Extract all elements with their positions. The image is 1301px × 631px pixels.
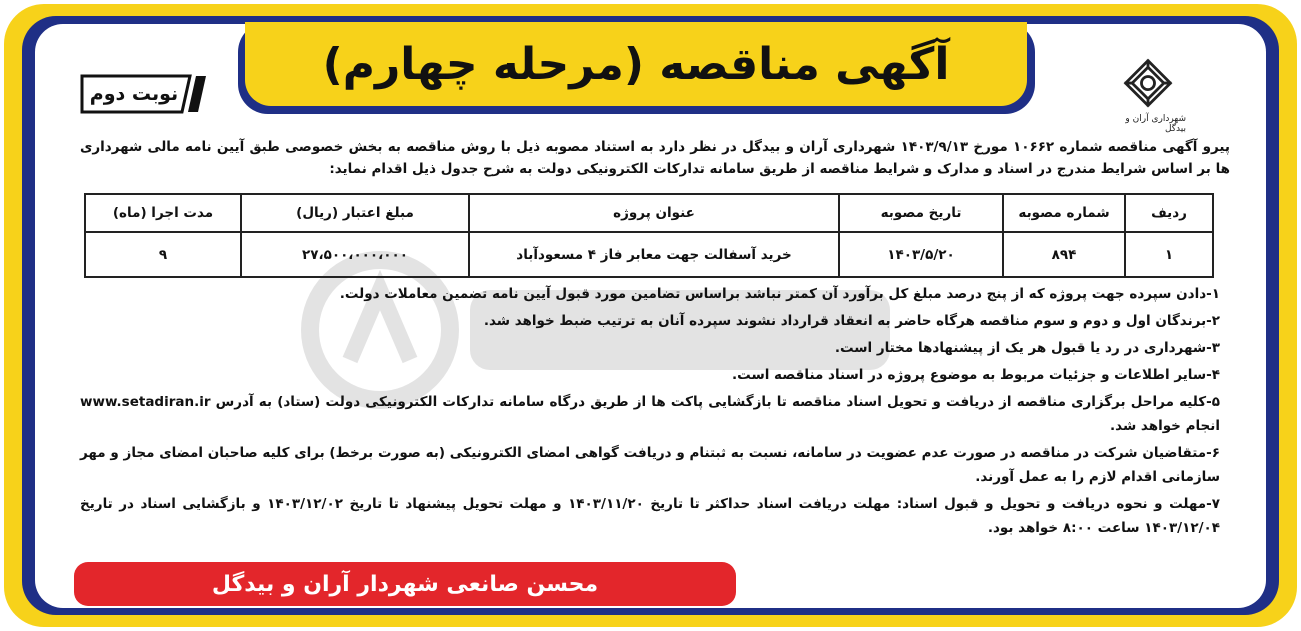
cell-duration: ۹ <box>85 232 241 277</box>
page-title: آگهی مناقصه (مرحله چهارم) <box>322 38 950 90</box>
header-row-number: ردیف <box>1125 194 1213 232</box>
condition-item: ۱-دادن سپرده جهت پروژه که از پنج درصد مبلغ کل برآورد آن کمتر نباشد براساس تضامین مورد قبول آیین نامه تضمین معاملات دولت. <box>339 286 1220 302</box>
header-project-title: عنوان پروژه <box>469 194 839 232</box>
conditions-list <box>80 282 1220 543</box>
condition-item: ۷-مهلت و نحوه دریافت و تحویل و قبول اسناد: مهلت دریافت اسناد حداکثر تا تاریخ ۱۴۰۳/۱۱/۲۰ و مهلت تحویل پیشنهاد تا تاریخ ۱۴۰۳/۱۲/۰۲ و بازگشایی اسناد در تاریخ ۱۴۰۳/۱۲/۰۴ ساعت ۸:۰۰ خواهد بود. <box>80 496 1220 536</box>
condition-item: ۴-سایر اطلاعات و جزئیات مربوط به موضوع پروژه در اسناد مناقصه است. <box>732 367 1220 383</box>
notice-badge <box>78 72 208 116</box>
condition-item: ۶-متقاضیان شرکت در مناقصه در صورت عدم عضویت در سامانه، نسبت به ثبتنام و دریافت گواهی امضای الکترونیکی (به صورت برخط) برای کلیه صاحبان امضای مجاز و مهر سازمانی اقدام لازم را به عمل آورند. <box>80 445 1220 485</box>
header-duration: مدت اجرا (ماه) <box>85 194 241 232</box>
cell-project-title: خرید آسفالت جهت معابر فاز ۴ مسعودآباد <box>469 232 839 277</box>
cell-row-number: ۱ <box>1125 232 1213 277</box>
condition-item: ۲-برندگان اول و دوم و سوم مناقصه هرگاه حاضر به انعقاد قرارداد نشوند سپرده آنان به ترتیب ضبط خواهد شد. <box>483 313 1220 329</box>
signature-banner <box>74 562 736 606</box>
condition-item: ۵-کلیه مراحل برگزاری مناقصه از دریافت و تحویل اسناد مناقصه تا بازگشایی پاکت ها از طریق درگاه سامانه تدارکات الکترونیکی دولت (ستاد) به آدرس www.setadiran.ir انجام خواهد شد. <box>80 394 1220 434</box>
intro-paragraph: پیرو آگهی مناقصه شماره ۱۰۶۶۲ مورخ ۱۴۰۳/۹/۱۳ شهرداری آران و بیدگل در نظر دارد به استناد مصوبه ذیل با روش مناقصه به بخش خصوصی طبق آیین نامه مالی شهرداری ها بر اساس شرایط مندرج در اسناد و مدارک و شرایط مناقصه از طریق سامانه تدارکات الکترونیکی دولت به شرح جدول ذیل اقدام نماید: <box>80 139 1230 177</box>
table-row <box>85 232 1213 277</box>
cell-approval-number: ۸۹۴ <box>1003 232 1125 277</box>
badge-label: نوبت دوم <box>89 83 179 105</box>
logo-emblem-icon <box>1117 56 1179 112</box>
cell-approval-date: ۱۴۰۳/۵/۲۰ <box>839 232 1003 277</box>
municipality-logo <box>1110 56 1186 134</box>
header-approval-date: تاریخ مصوبه <box>839 194 1003 232</box>
tender-table <box>84 193 1214 278</box>
cell-budget: ۲۷،۵۰۰،۰۰۰،۰۰۰ <box>241 232 469 277</box>
logo-caption: شهرداری آران و بیدگل <box>1125 114 1186 134</box>
header-budget: مبلغ اعتبار (ریال) <box>241 194 469 232</box>
table-header-row <box>85 194 1213 232</box>
signature-text: محسن صانعی شهردار آران و بیدگل <box>211 571 599 597</box>
header-approval-number: شماره مصوبه <box>1003 194 1125 232</box>
condition-item: ۳-شهرداری در رد یا قبول هر یک از پیشنهادها مختار است. <box>834 340 1220 356</box>
title-banner <box>245 22 1027 106</box>
